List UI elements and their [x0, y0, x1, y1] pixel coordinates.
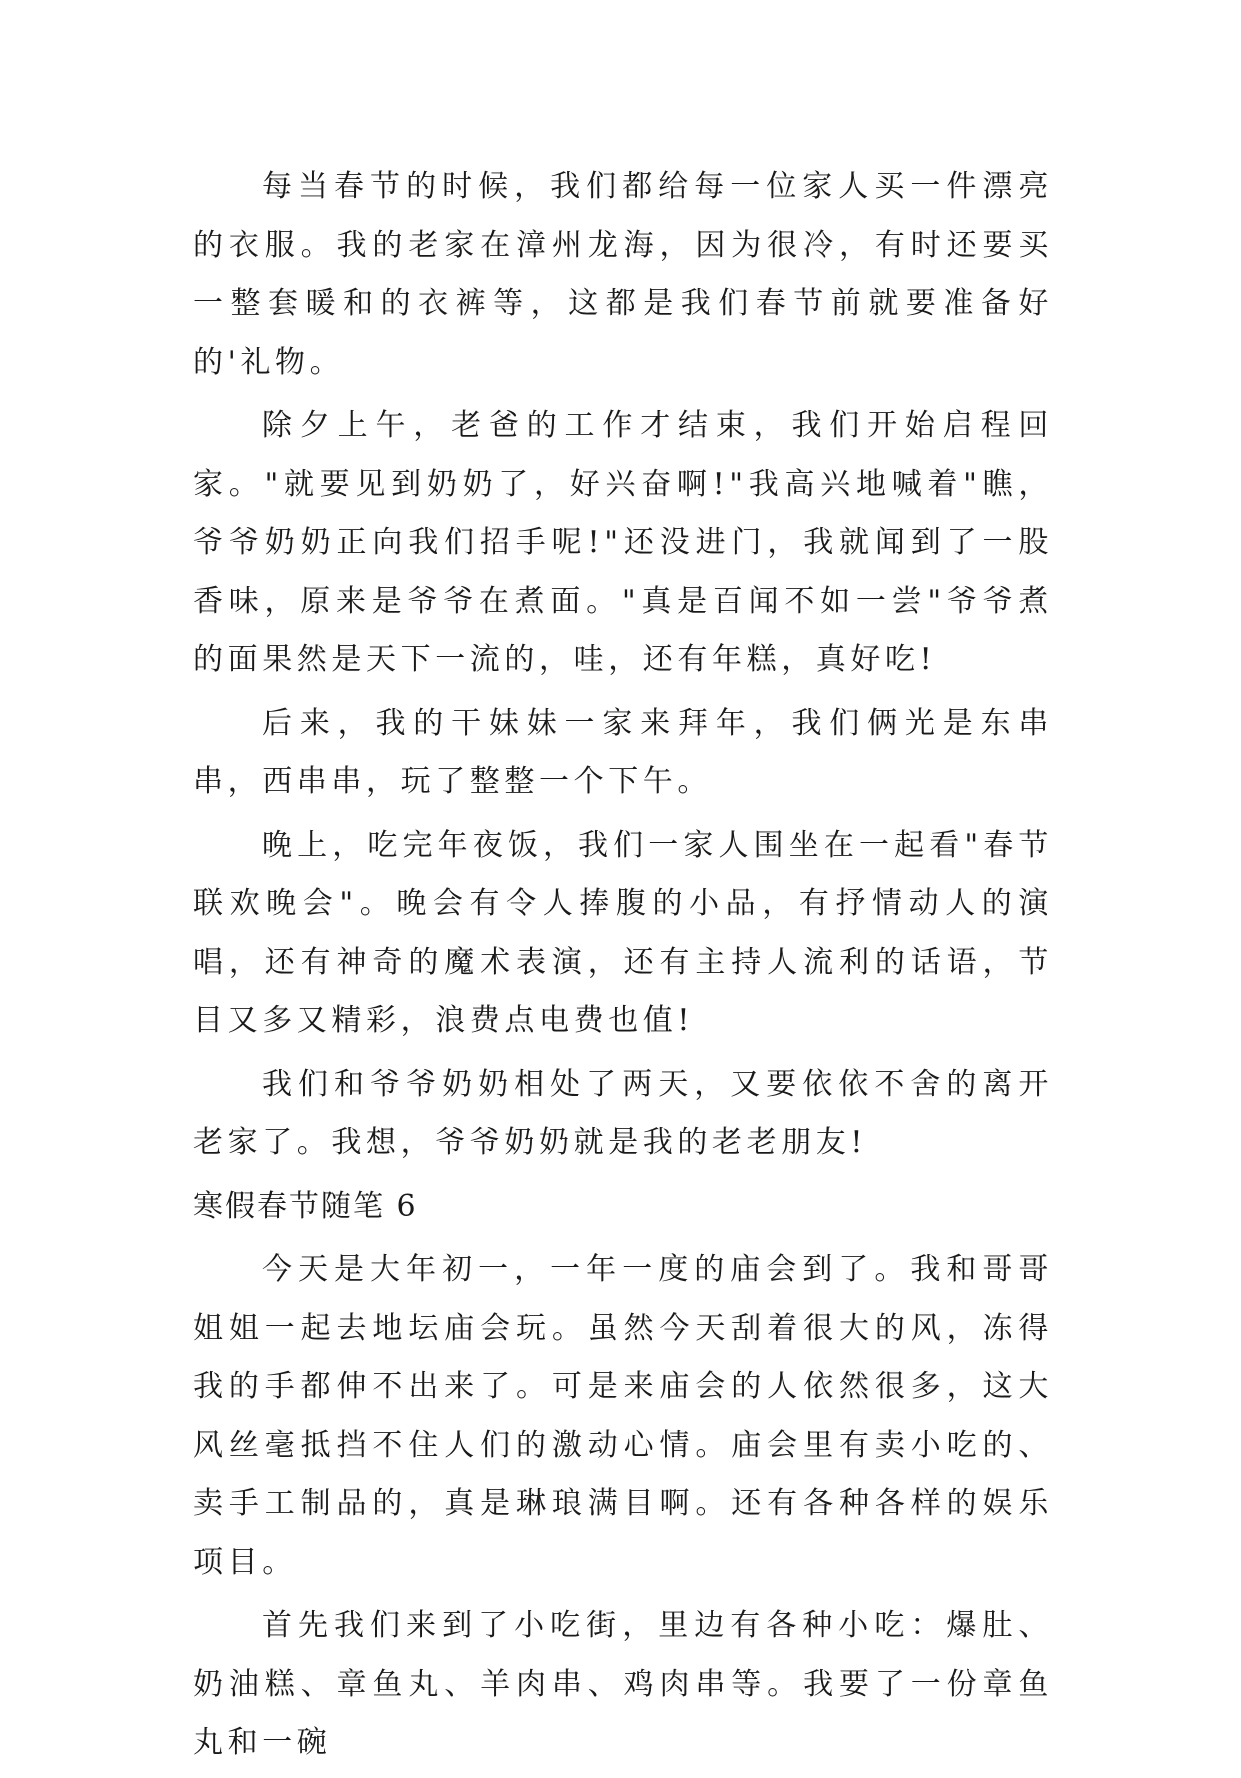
paragraph-gifts: 每当春节的时候，我们都给每一位家人买一件漂亮的衣服。我的老家在漳州龙海，因为很冷，有时还要买一整套暖和的衣裤等，这都是我们春节前就要准备好的'礼物。 — [193, 169, 1053, 380]
paragraph-temple-fair: 今天是大年初一，一年一度的庙会到了。我和哥哥姐姐一起去地坛庙会玩。虽然今天刮着很大的风，冻得我的手都伸不出来了。可是来庙会的人依然很多，这大风丝毫抵挡不住人们的激动心情。庙会里有卖小吃的、卖手工制品的，真是琳琅满目啊。还有各种各样的娱乐项目。 — [193, 1252, 1053, 1580]
paragraph-cousin-visit: 后来，我的干妹妹一家来拜年，我们俩光是东串串，西串串，玩了整整一个下午。 — [193, 705, 1053, 799]
document-page — [193, 158, 1053, 1778]
paragraph-snack-street: 首先我们来到了小吃街，里边有各种小吃：爆肚、奶油糕、章鱼丸、羊肉串、鸡肉串等。我要了一份章鱼丸和一碗 — [193, 1608, 1053, 1760]
paragraph-gala: 晚上，吃完年夜饭，我们一家人围坐在一起看"春节联欢晚会"。晚会有令人捧腹的小品，有抒情动人的演唱，还有神奇的魔术表演，还有主持人流利的话语，节目又多又精彩，浪费点电费也值! — [193, 827, 1053, 1038]
paragraph-leaving: 我们和爷爷奶奶相处了两天，又要依依不舍的离开老家了。我想，爷爷奶奶就是我的老老朋友! — [193, 1066, 1053, 1160]
section-heading: 寒假春节随笔 6 — [193, 1188, 418, 1224]
paragraph-new-years-eve: 除夕上午，老爸的工作才结束，我们开始启程回家。"就要见到奶奶了，好兴奋啊!"我高兴地喊着"瞧，爷爷奶奶正向我们招手呢!"还没进门，我就闻到了一股香味，原来是爷爷在煮面。"真是百闻不如一尝"爷爷煮的面果然是天下一流的，哇，还有年糕，真好吃! — [193, 408, 1053, 677]
